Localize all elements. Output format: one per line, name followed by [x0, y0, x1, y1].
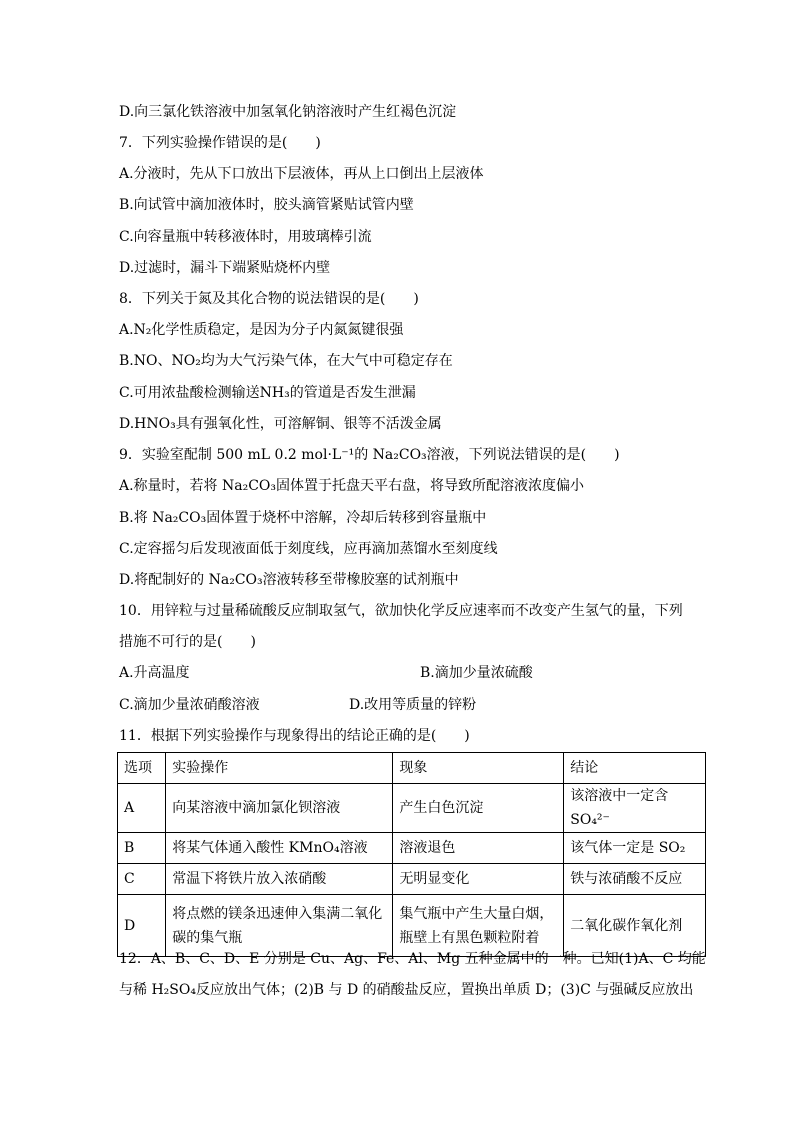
table-cell: 产生白色沉淀 — [393, 784, 564, 833]
table-row — [118, 784, 706, 833]
q10-option-d: D.改用等质量的锌粉 — [349, 697, 477, 713]
table-cell: 向某溶液中滴加氯化钡溶液 — [166, 784, 393, 833]
q8-option-a: A.N₂化学性质稳定，是因为分子内氮氮键很强 — [119, 322, 404, 338]
q8-option-c: C.可用浓盐酸检测输送NH₃的管道是否发生泄漏 — [119, 385, 416, 401]
table-cell: B — [118, 833, 166, 864]
table-cell: C — [118, 864, 166, 895]
table-cell: D — [118, 895, 166, 957]
table-header-row — [118, 753, 706, 784]
q7-stem: 7．下列实验操作错误的是( ) — [119, 135, 321, 151]
q7-option-c: C.向容量瓶中转移液体时，用玻璃棒引流 — [119, 229, 372, 245]
q7-option-d: D.过滤时，漏斗下端紧贴烧杯内壁 — [119, 260, 331, 276]
table-header-cell: 实验操作 — [166, 753, 393, 784]
q12-stem-line1: 12．A、B、C、D、E 分别是 Cu、Ag、Fe、Al、Mg 五种金属中的一种。已知(1)A、C 均能 — [119, 951, 706, 967]
q6-option-d: D.向三氯化铁溶液中加氢氧化钠溶液时产生红褐色沉淀 — [119, 104, 457, 120]
q8-stem: 8．下列关于氮及其化合物的说法错误的是( ) — [119, 291, 419, 307]
table-cell: 集气瓶中产生大量白烟，瓶壁上有黑色颗粒附着 — [393, 895, 564, 957]
q8-option-d: D.HNO₃具有强氧化性，可溶解铜、银等不活泼金属 — [119, 416, 442, 432]
table-row — [118, 895, 706, 957]
q11-stem: 11．根据下列实验操作与现象得出的结论正确的是( ) — [119, 728, 470, 744]
table-cell: 二氧化碳作氧化剂 — [564, 895, 706, 957]
table-cell: 该气体一定是 SO₂ — [564, 833, 706, 864]
q10-stem-line2: 措施不可行的是( ) — [119, 634, 256, 650]
table-header-cell: 现象 — [393, 753, 564, 784]
table-cell: 该溶液中一定含 SO₄²⁻ — [564, 784, 706, 833]
q11-table — [117, 752, 706, 957]
q9-option-d: D.将配制好的 Na₂CO₃溶液转移至带橡胶塞的试剂瓶中 — [119, 572, 459, 588]
table-cell: 铁与浓硝酸不反应 — [564, 864, 706, 895]
table-header-cell: 结论 — [564, 753, 706, 784]
table-cell: A — [118, 784, 166, 833]
q12-stem-line2: 与稀 H₂SO₄反应放出气体；(2)B 与 D 的硝酸盐反应，置换出单质 D；(3)C 与强碱反应放出 — [119, 982, 694, 998]
q10-stem-line1: 10．用锌粒与过量稀硫酸反应制取氢气，欲加快化学反应速率而不改变产生氢气的量，下列 — [119, 603, 683, 619]
table-cell: 无明显变化 — [393, 864, 564, 895]
table-cell: 将点燃的镁条迅速伸入集满二氧化碳的集气瓶 — [166, 895, 393, 957]
table-row — [118, 864, 706, 895]
q9-option-a: A.称量时，若将 Na₂CO₃固体置于托盘天平右盘，将导致所配溶液浓度偏小 — [119, 478, 585, 494]
q9-stem: 9．实验室配制 500 mL 0.2 mol·L⁻¹的 Na₂CO₃溶液，下列说法错误的是( ) — [119, 447, 620, 463]
q10-option-c: C.滴加少量浓硝酸溶液 — [119, 697, 260, 713]
q9-option-c: C.定容摇匀后发现液面低于刻度线，应再滴加蒸馏水至刻度线 — [119, 541, 498, 557]
q10-option-a: A.升高温度 — [119, 665, 190, 681]
q10-option-b: B.滴加少量浓硫酸 — [420, 665, 533, 681]
table-header-cell: 选项 — [118, 753, 166, 784]
table-cell: 常温下将铁片放入浓硝酸 — [166, 864, 393, 895]
table-cell: 溶液退色 — [393, 833, 564, 864]
q8-option-b: B.NO、NO₂均为大气污染气体，在大气中可稳定存在 — [119, 353, 453, 369]
q9-option-b: B.将 Na₂CO₃固体置于烧杯中溶解，冷却后转移到容量瓶中 — [119, 510, 487, 526]
q7-option-b: B.向试管中滴加液体时，胶头滴管紧贴试管内壁 — [119, 197, 414, 213]
table-row — [118, 833, 706, 864]
table-cell: 将某气体通入酸性 KMnO₄溶液 — [166, 833, 393, 864]
q7-option-a: A.分液时，先从下口放出下层液体，再从上口倒出上层液体 — [119, 166, 484, 182]
